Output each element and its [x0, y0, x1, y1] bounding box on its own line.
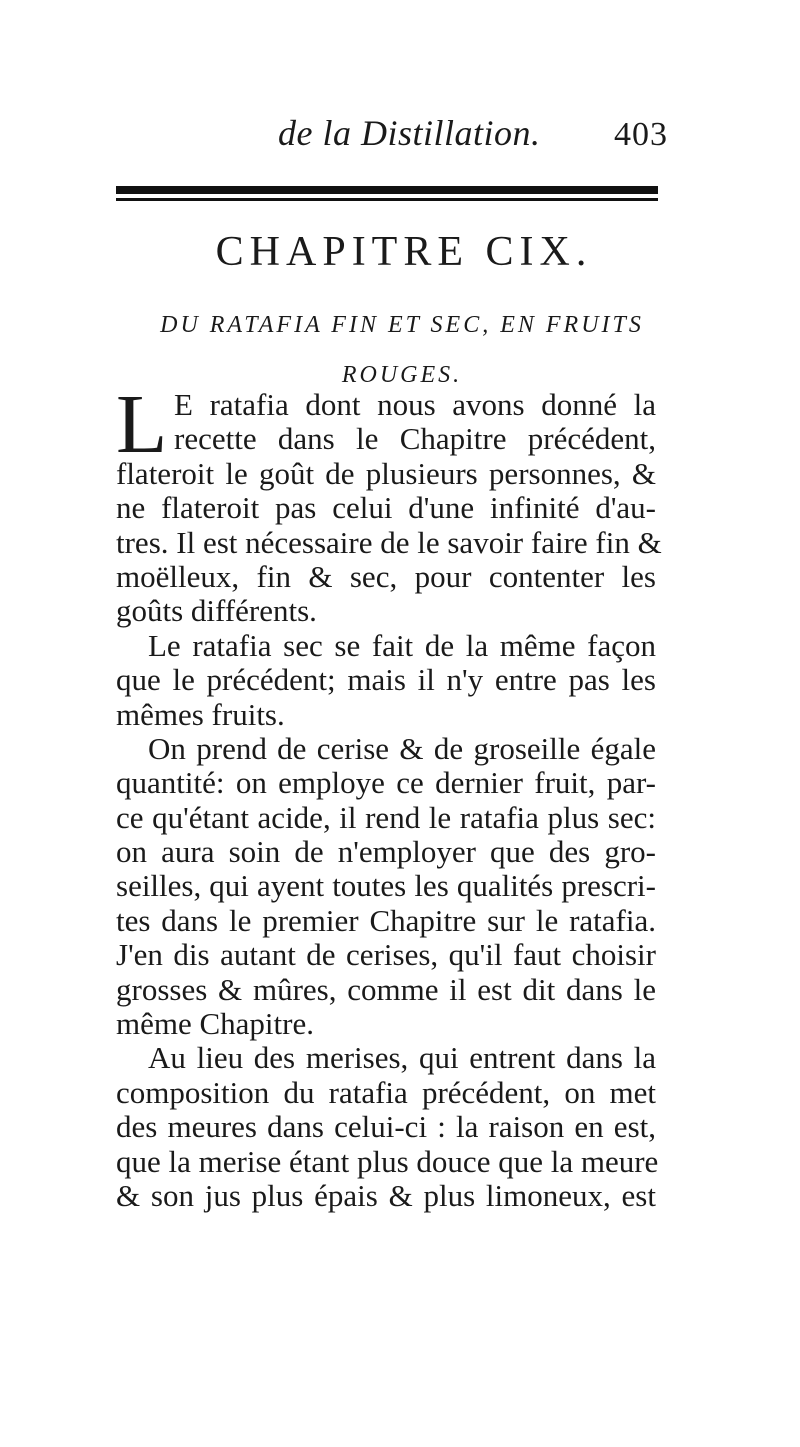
text-line: que le précédent; mais il n'y entre pas les — [116, 662, 656, 698]
text-line: même Chapitre. — [116, 1006, 314, 1042]
text-line: & son jus plus épais & plus limoneux, est — [116, 1177, 656, 1213]
thin-rule — [116, 198, 658, 201]
text-line: grosses & mûres, comme il est dit dans le — [116, 971, 656, 1007]
text-line: que la merise étant plus douce que la meure — [116, 1143, 659, 1179]
text-line: goûts différents. — [116, 593, 317, 629]
text-line: quantité: on employe ce dernier fruit, par- — [116, 765, 656, 801]
text-line: on aura soin de n'employer que des gro- — [116, 834, 656, 870]
text-line: E ratafia dont nous avons donné la — [174, 387, 656, 422]
text-line: flateroit le goût de plusieurs personnes, & — [116, 455, 656, 491]
body-text — [116, 378, 662, 1213]
text-line: J'en dis autant de cerises, qu'il faut choisir — [116, 937, 656, 973]
text-line: Au lieu des merises, qui entrent dans la — [148, 1040, 656, 1076]
text-line: moëlleux, fin & sec, pour contenter les — [116, 558, 656, 594]
text-line: tres. Il est nécessaire de le savoir faire fin & — [116, 524, 662, 560]
text-line: ne flateroit pas celui d'une infinité d'au- — [116, 490, 656, 526]
running-title: de la Distillation. — [278, 113, 541, 153]
double-rule-divider — [116, 186, 658, 206]
page-number: 403 — [614, 116, 668, 153]
text-line: recette dans le Chapitre précédent, — [174, 421, 656, 457]
chapter-title: CHAPITRE CIX. — [215, 229, 593, 275]
text-line: des meures dans celui-ci : la raison en est, — [116, 1109, 656, 1145]
chapter-subtitle: DU RATAFIA FIN ET SEC, EN FRUITS ROUGES. — [160, 312, 644, 388]
text-line: ce qu'étant acide, il rend le ratafia plus sec: — [116, 799, 656, 835]
thick-rule — [116, 186, 658, 194]
text-line: mêmes fruits. — [116, 696, 285, 732]
text-line: Le ratafia sec se fait de la même façon — [148, 627, 656, 663]
text-line: seilles, qui ayent toutes les qualités prescri- — [116, 868, 656, 904]
drop-cap: L — [116, 378, 168, 471]
text-line: On prend de cerise & de groseille égale — [148, 730, 656, 766]
text-line: composition du ratafia précédent, on met — [116, 1074, 656, 1110]
running-head — [0, 112, 800, 172]
text-line: tes dans le premier Chapitre sur le ratafia. — [116, 902, 656, 938]
